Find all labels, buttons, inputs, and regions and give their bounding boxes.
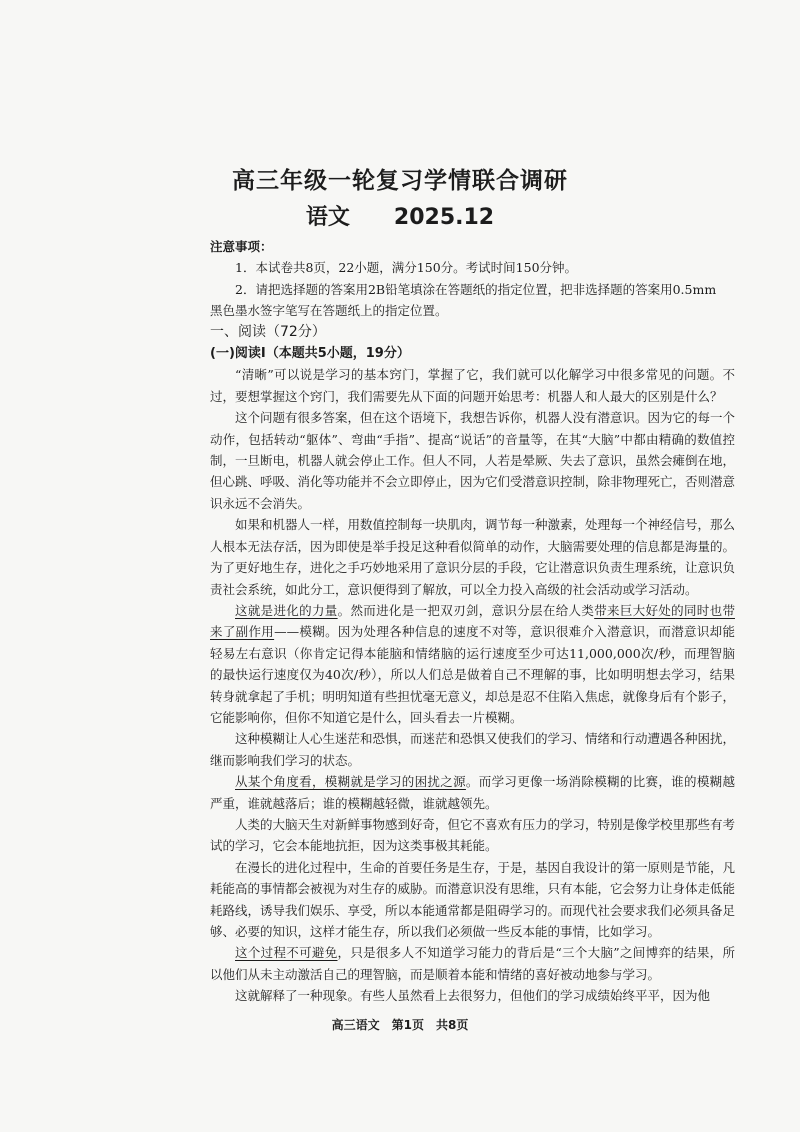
passage-paragraph-10: 这就解释了一种现象。有些人虽然看上去很努力，但他们的学习成绩始终平平，因为他: [235, 988, 711, 1004]
paragraph-4-text-a: 。然而进化是一把双刃剑，意识分层在给人类: [337, 602, 595, 618]
exam-title: 高三年级一轮复习学情联合调研: [232, 168, 568, 194]
paragraph-6-text: 。而学习更像一场消除模糊的比赛，谁的模糊越严重，谁就越落后；谁的模糊越轻微，谁就越领先。: [210, 774, 735, 811]
exam-date: 2025.12: [393, 205, 495, 230]
underlined-phrase-evolution-power: 这就是进化的力量: [235, 602, 338, 618]
underlined-phrase-side-effect: 带来巨大好处的同时也带来了副作用: [210, 602, 735, 640]
notice-item-1: 1．本试卷共8页，22小题，满分150分。考试时间150分钟。: [235, 260, 578, 276]
notice-item-2: 2．请把选择题的答案用2B铅笔填涂在答题纸的指定位置，把非选择题的答案用0.5mm: [235, 281, 717, 297]
underlined-phrase-unavoidable: 这个过程不可避免: [235, 945, 338, 961]
passage-paragraph-6: [210, 771, 735, 814]
passage-paragraph-9: [210, 942, 735, 985]
paragraph-9-text: ，只是很多人不知道学习能力的背后是“三个大脑”之间博弈的结果，所以他们从未主动激活自己的理智脑，而是顺着本能和情绪的喜好被动地参与学习。: [210, 945, 735, 982]
passage-paragraph-1: “清晰”可以说是学习的基本窍门，掌握了它，我们就可以化解学习中很多常见的问题。不过，要想掌握这个窍门，我们需要先从下面的问题开始思考：机器人和人最大的区别是什么？: [210, 367, 735, 404]
underlined-phrase-source-of-trouble: 从某个角度看，模糊就是学习的困扰之源: [235, 774, 466, 790]
passage-paragraph-3: 如果和机器人一样，用数值控制每一块肌肉，调节每一种激素，处理每一个神经信号，那么人根本无法存活，因为即使是举手投足这种看似简单的动作，大脑需要处理的信息都是海量的。为了更好地生存，进化之手巧妙地采用了意识分层的手段，它让潜意识负责生理系统，让意识负责社会系统，如此分工，意识便得到了解放，可以全力投入高级的社会活动或学习活动。: [210, 517, 736, 597]
section-title: 一、阅读（72分）: [210, 323, 326, 340]
passage-paragraph-2: 这个问题有很多答案，但在这个语境下，我想告诉你，机器人没有潜意识。因为它的每一个动作，包括转动“躯体”、弯曲“手指”、提高“说话”的音量等，在其“大脑”中都由精确的数值控制，一旦断电，机器人就会停止工作。但人不同，人若是晕厥、失去了意识，虽然会瘫倒在地，但心跳、呼吸、消化等功能并不会立即停止，因为它们受潜意识控制，除非物理死亡，否则潜意识永远不会消失。: [210, 410, 736, 511]
notice-heading: 注意事项：: [210, 239, 273, 254]
passage-paragraph-7: 人类的大脑天生对新鲜事物感到好奇，但它不喜欢有压力的学习，特别是像学校里那些有考试的学习，它会本能地抗拒，因为这类事极其耗能。: [210, 816, 736, 854]
passage-paragraph-5: 这种模糊让人心生迷茫和恐惧，而迷茫和恐惧又使我们的学习、情绪和行动遭遇各种困扰，继而影响我们学习的状态。: [210, 731, 736, 768]
exam-subtitle: [0, 200, 800, 231]
reading-title: (一)阅读Ⅰ（本题共5小题，19分）: [210, 346, 410, 362]
passage-paragraph-8: 在漫长的进化过程中，生命的首要任务是生存，于是，基因自我设计的第一原则是节能，凡耗能高的事情都会被视为对生存的威胁。而潜意识没有思维，只有本能，它会努力让身体走低能耗路线，诱导我们娱乐、享受，所以本能通常都是阻碍学习的。而现代社会要求我们必须具备足够、必要的知识，这样才能生存，所以我们必须做一些反本能的事情，比如学习。: [210, 859, 736, 939]
page-footer: 高三语文 第1页 共8页: [331, 1018, 469, 1032]
subject-label: 语文: [305, 205, 350, 230]
passage-paragraph-4: [210, 600, 735, 728]
exam-content: [210, 236, 735, 1007]
paragraph-4-text-b: ——模糊。因为处理各种信息的速度不对等，意识很难介入潜意识，而潜意识却能轻易左右意识（你肯定记得本能脑和情绪脑的运行速度至少可达11,000,000次/秒，而理智脑的最快运行速度仅为40次/秒），所以人们总是做着自己不理解的事，比如明明想去学习，结果转身就拿起了手机；明明知道有些担忧毫无意义，却总是忍不住陷入焦虑，就像身后有个影子，它能影响你，但你不知道它是什么，回头看去一片模糊。: [210, 624, 736, 725]
notice-item-2-continued: 黑色墨水签字笔写在答题纸上的指定位置。: [210, 303, 448, 319]
